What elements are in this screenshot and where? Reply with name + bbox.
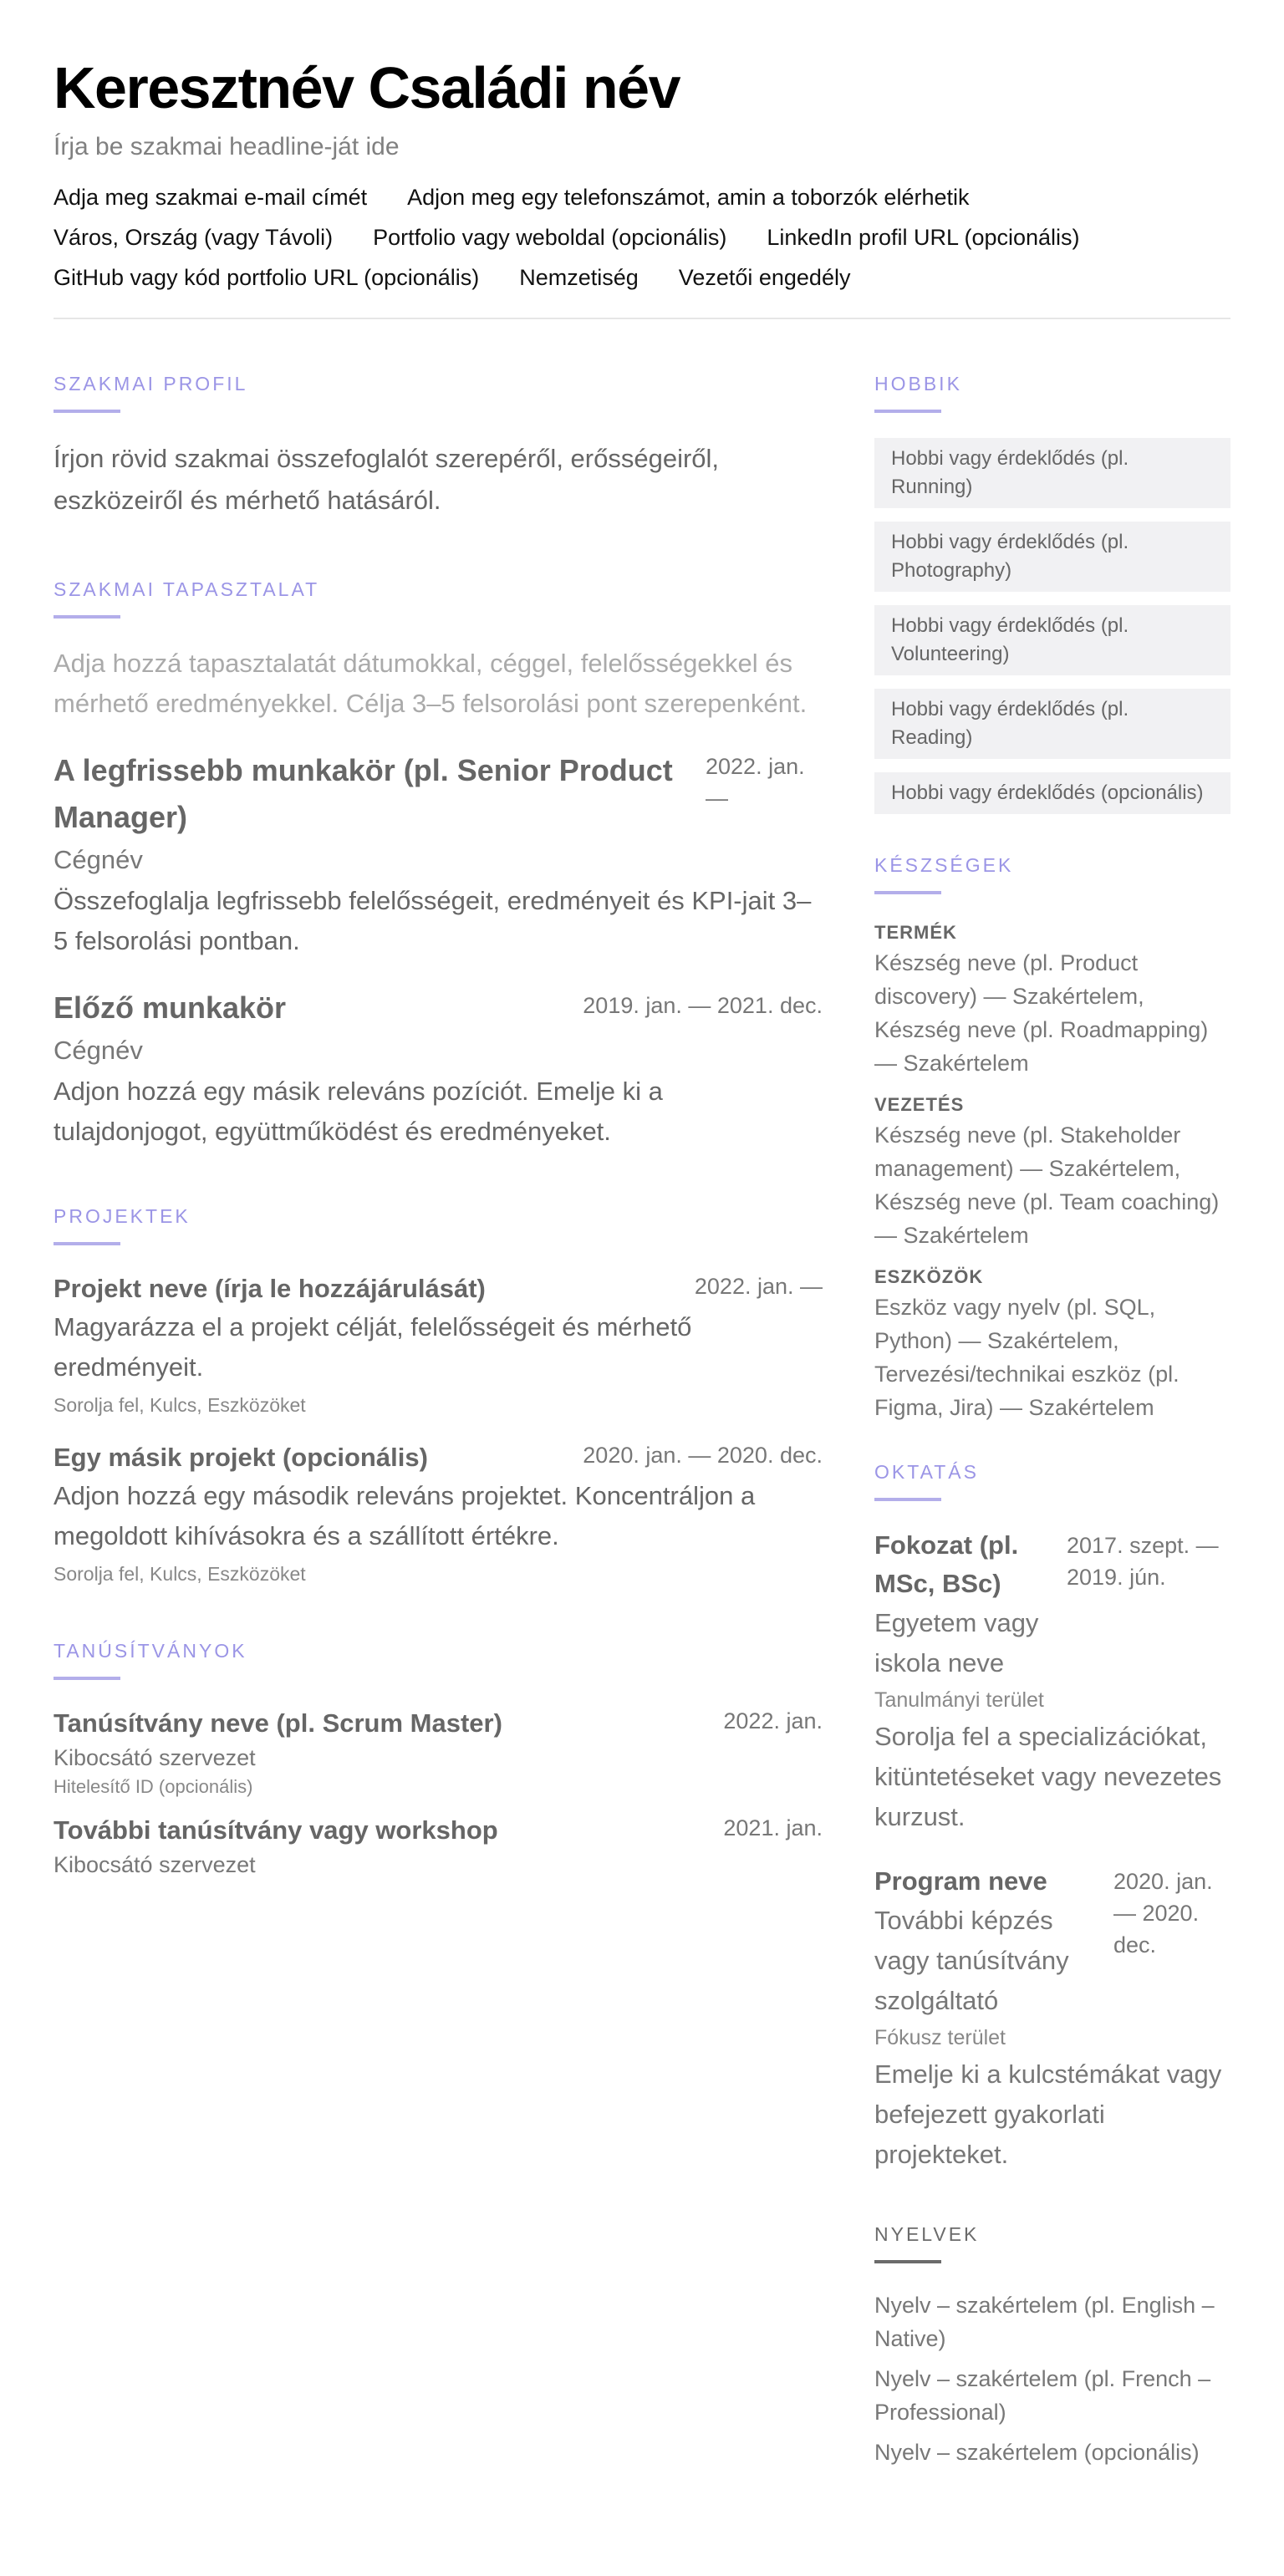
- header-divider: [54, 318, 1230, 319]
- section-title-projects: PROJEKTEK: [54, 1205, 191, 1227]
- company-name: Cégnév: [54, 845, 143, 874]
- profile-summary: Írjon rövid szakmai összefoglalót szerepéről, erősségeiről, eszközeiről és mérhető hatásáról.: [54, 444, 720, 515]
- project-tags: Sorolja fel, Kulcs, Eszközöket: [54, 1394, 306, 1416]
- certifications-section: [54, 1638, 823, 1881]
- hobby-item: Hobbi vagy érdeklődés (pl. Running): [874, 438, 1230, 508]
- skills-section: [874, 853, 1230, 1424]
- contact-portfolio: Portfolio vagy weboldal (opcionális): [373, 225, 727, 250]
- contact-driving-license: Vezetői engedély: [678, 265, 851, 290]
- contact-phone: Adjon meg egy telefonszámot, amin a toborzók elérhetik: [407, 185, 970, 210]
- section-rule: [874, 1498, 941, 1501]
- education-field: Tanulmányi terület: [874, 1688, 1044, 1712]
- job-date: 2019. jan. — 2021. dec.: [583, 993, 823, 1018]
- job-title: A legfrissebb munkakör (pl. Senior Product Manager): [54, 753, 673, 834]
- certification-item: [54, 1812, 823, 1881]
- certification-item: [54, 1705, 823, 1800]
- project-item: [54, 1270, 823, 1419]
- job-description: Adjon hozzá egy másik releváns pozíciót. Emelje ki a tulajdonjogot, együttműködést és eredményeket.: [54, 1077, 663, 1146]
- section-rule: [54, 410, 120, 413]
- experience-intro: Adja hozzá tapasztalatát dátumokkal, céggel, felelősségekkel és mérhető eredményekkel. Célja 3–5 felsorolási pont szerepenként.: [54, 649, 808, 718]
- section-rule: [874, 2260, 941, 2263]
- education-section: [874, 1459, 1230, 2175]
- hobby-item: Hobbi vagy érdeklődés (pl. Photography): [874, 522, 1230, 592]
- project-item: [54, 1439, 823, 1588]
- certification-name: Tanúsítvány neve (pl. Scrum Master): [54, 1708, 502, 1738]
- section-title-languages: NYELVEK: [874, 2223, 980, 2245]
- contact-location: Város, Ország (vagy Távoli): [54, 225, 334, 250]
- projects-section: [54, 1204, 823, 1588]
- headline: Írja be szakmai headline-ját ide: [54, 133, 400, 160]
- section-title-hobbies: HOBBIK: [874, 373, 962, 395]
- language-item: Nyelv – szakértelem (pl. French – Professional): [874, 2366, 1211, 2425]
- certification-credential: Hitelesítő ID (opcionális): [54, 1776, 253, 1797]
- hobby-item: Hobbi vagy érdeklődés (pl. Reading): [874, 689, 1230, 759]
- content-columns: [54, 371, 1230, 2476]
- certification-issuer: Kibocsátó szervezet: [54, 1852, 256, 1877]
- project-date: 2020. jan. — 2020. dec.: [583, 1443, 823, 1468]
- experience-section: [54, 577, 823, 1152]
- section-rule: [874, 891, 941, 894]
- education-item: [874, 1526, 1230, 1837]
- education-school: További képzés vagy tanúsítvány szolgáltató: [874, 1906, 1069, 2015]
- full-name: Keresztnév Családi név: [54, 55, 680, 120]
- job-date: 2022. jan. —: [706, 754, 805, 811]
- hobby-item: Hobbi vagy érdeklődés (pl. Volunteering): [874, 605, 1230, 675]
- skill-category: VEZETÉS: [874, 1094, 965, 1115]
- language-item: Nyelv – szakértelem (pl. English – Native): [874, 2293, 1215, 2351]
- education-description: Emelje ki a kulcstémákat vagy befejezett gyakorlati projekteket.: [874, 2059, 1222, 2169]
- section-rule: [54, 1677, 120, 1680]
- section-title-experience: SZAKMAI TAPASZTALAT: [54, 578, 320, 600]
- experience-item: [54, 747, 823, 961]
- education-school: Egyetem vagy iskola neve: [874, 1608, 1039, 1677]
- hobby-item: Hobbi vagy érdeklődés (opcionális): [874, 772, 1230, 814]
- section-rule: [874, 410, 941, 413]
- section-rule: [54, 1242, 120, 1245]
- contact-email: Adja meg szakmai e-mail címét: [54, 185, 368, 210]
- company-name: Cégnév: [54, 1036, 143, 1065]
- certification-name: További tanúsítvány vagy workshop: [54, 1815, 498, 1845]
- experience-item: [54, 985, 823, 1152]
- side-column: [874, 371, 1230, 2476]
- job-description: Összefoglalja legfrissebb felelősségeit, eredményeit és KPI-jait 3–5 felsorolási pontban.: [54, 886, 812, 955]
- hobbies-section: [874, 371, 1230, 814]
- education-field: Fókusz terület: [874, 2026, 1006, 2049]
- section-title-education: OKTATÁS: [874, 1461, 979, 1483]
- contact-list: [54, 182, 1207, 293]
- certification-date: 2022. jan.: [723, 1708, 823, 1733]
- certification-date: 2021. jan.: [723, 1815, 823, 1840]
- education-description: Sorolja fel a specializációkat, kitüntetéseket vagy nevezetes kurzust.: [874, 1722, 1222, 1831]
- skill-list: Készség neve (pl. Stakeholder management) — Szakértelem, Készség neve (pl. Team coaching) — Szakértelem: [874, 1123, 1220, 1248]
- project-date: 2022. jan. —: [694, 1274, 823, 1299]
- education-date: 2017. szept. — 2019. jún.: [1067, 1533, 1219, 1590]
- skill-list: Készség neve (pl. Product discovery) — Szakértelem, Készség neve (pl. Roadmapping) — Szakértelem: [874, 950, 1209, 1076]
- skill-category: TERMÉK: [874, 922, 957, 943]
- profile-section: [54, 371, 823, 522]
- education-item: [874, 1862, 1230, 2175]
- skill-category: ESZKÖZÖK: [874, 1266, 984, 1287]
- language-item: Nyelv – szakértelem (opcionális): [874, 2440, 1200, 2465]
- project-description: Magyarázza el a projekt célját, felelősségeit és mérhető eredményeit.: [54, 1312, 692, 1382]
- languages-section: [874, 2222, 1230, 2469]
- contact-nationality: Nemzetiség: [519, 265, 639, 290]
- project-description: Adjon hozzá egy második releváns projektet. Koncentráljon a megoldott kihívásokra és a szállított értékre.: [54, 1481, 756, 1550]
- project-name: Egy másik projekt (opcionális): [54, 1443, 428, 1472]
- education-date: 2020. jan. — 2020. dec.: [1113, 1869, 1213, 1957]
- job-title: Előző munkakör: [54, 990, 287, 1025]
- contact-github: GitHub vagy kód portfolio URL (opcionális): [54, 265, 480, 290]
- main-column: [54, 371, 823, 2476]
- certification-issuer: Kibocsátó szervezet: [54, 1745, 256, 1770]
- education-degree: Fokozat (pl. MSc, BSc): [874, 1530, 1019, 1598]
- section-rule: [54, 615, 120, 619]
- skill-list: Eszköz vagy nyelv (pl. SQL, Python) — Szakértelem, Tervezési/technikai eszköz (pl. Figma, Jira) — Szakértelem: [874, 1295, 1180, 1420]
- education-degree: Program neve: [874, 1866, 1047, 1896]
- section-title-skills: KÉSZSÉGEK: [874, 854, 1014, 876]
- project-tags: Sorolja fel, Kulcs, Eszközöket: [54, 1563, 306, 1585]
- project-name: Projekt neve (írja le hozzájárulását): [54, 1274, 486, 1303]
- section-title-certifications: TANÚSÍTVÁNYOK: [54, 1640, 247, 1662]
- contact-linkedin: LinkedIn profil URL (opcionális): [767, 225, 1080, 250]
- section-title-profile: SZAKMAI PROFIL: [54, 373, 248, 395]
